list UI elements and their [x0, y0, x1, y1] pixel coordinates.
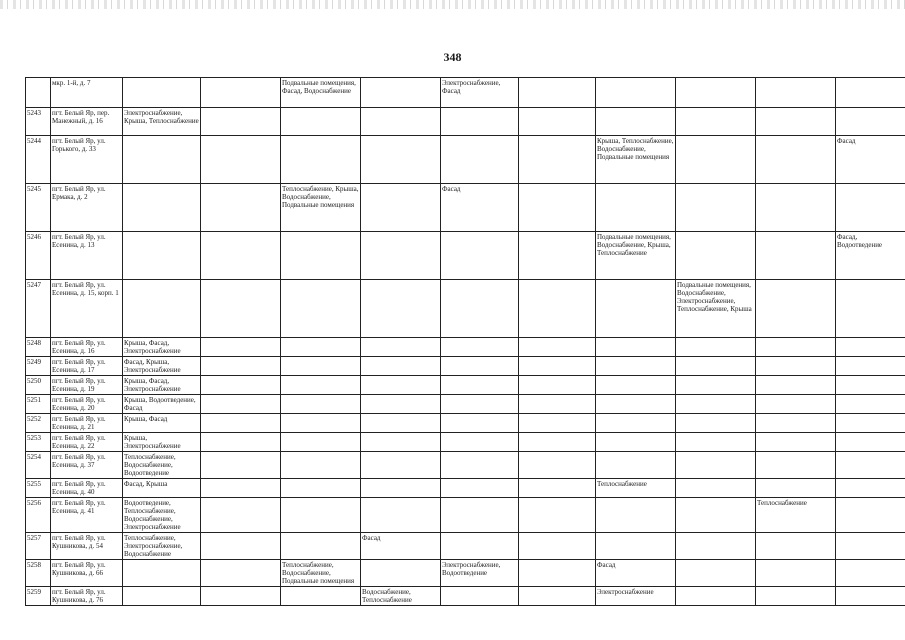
cell-work-types	[441, 452, 519, 479]
cell-work-types: Фасад	[596, 560, 676, 587]
cell-address: пгт. Белый Яр, пер. Манежный, д. 16	[51, 108, 123, 136]
table-row	[26, 280, 905, 338]
cell-work-types	[836, 280, 905, 338]
cell-work-types	[596, 280, 676, 338]
cell-address: пгт. Белый Яр, ул. Кушникова, д. 76	[51, 587, 123, 606]
cell-work-types	[361, 452, 441, 479]
table-row	[26, 338, 905, 357]
cell-work-types	[201, 498, 281, 533]
cell-work-types	[676, 479, 756, 498]
cell-work-types	[676, 395, 756, 414]
cell-work-types	[596, 376, 676, 395]
cell-work-types: Электроснабжение	[596, 587, 676, 606]
cell-work-types	[441, 338, 519, 357]
cell-work-types	[756, 479, 836, 498]
table-row	[26, 184, 905, 232]
table-row	[26, 587, 905, 606]
cell-record-number: 5243	[26, 108, 51, 136]
cell-work-types	[596, 78, 676, 108]
cell-work-types	[596, 533, 676, 560]
cell-work-types	[836, 498, 905, 533]
cell-work-types	[519, 433, 596, 452]
cell-work-types: Фасад	[361, 533, 441, 560]
cell-work-types: Электроснабжение, Водоотведение	[441, 560, 519, 587]
cell-work-types: Теплоснабжение, Электроснабжение, Водоснабжение	[123, 533, 201, 560]
cell-work-types	[361, 108, 441, 136]
cell-work-types	[756, 395, 836, 414]
cell-work-types	[201, 184, 281, 232]
cell-record-number: 5244	[26, 136, 51, 184]
table-row	[26, 376, 905, 395]
cell-record-number: 5253	[26, 433, 51, 452]
cell-work-types: Теплоснабжение	[756, 498, 836, 533]
cell-work-types	[676, 184, 756, 232]
cell-work-types	[281, 452, 361, 479]
cell-work-types	[519, 533, 596, 560]
cell-work-types	[836, 338, 905, 357]
cell-work-types	[281, 136, 361, 184]
cell-work-types: Фасад, Водоотведение	[836, 232, 905, 280]
cell-record-number: 5259	[26, 587, 51, 606]
cell-work-types	[201, 232, 281, 280]
cell-work-types	[123, 280, 201, 338]
cell-record-number: 5258	[26, 560, 51, 587]
cell-work-types	[361, 395, 441, 414]
cell-work-types	[281, 357, 361, 376]
cell-work-types	[201, 560, 281, 587]
cell-work-types	[361, 560, 441, 587]
cell-address: пгт. Белый Яр, ул. Ермака, д. 2	[51, 184, 123, 232]
cell-record-number: 5249	[26, 357, 51, 376]
cell-work-types	[441, 587, 519, 606]
scan-edge-noise	[0, 0, 905, 9]
cell-work-types	[836, 78, 905, 108]
cell-record-number: 5251	[26, 395, 51, 414]
cell-work-types	[441, 357, 519, 376]
cell-work-types	[201, 414, 281, 433]
cell-work-types: Крыша, Фасад, Электроснабжение	[123, 338, 201, 357]
cell-work-types	[201, 338, 281, 357]
cell-work-types	[361, 433, 441, 452]
cell-work-types: Фасад	[836, 136, 905, 184]
cell-work-types	[756, 136, 836, 184]
cell-work-types	[519, 78, 596, 108]
cell-work-types	[201, 357, 281, 376]
cell-work-types	[836, 433, 905, 452]
cell-work-types	[596, 452, 676, 479]
cell-address: пгт. Белый Яр, ул. Есенина, д. 13	[51, 232, 123, 280]
cell-work-types: Теплоснабжение, Крыша, Водоснабжение, Подвальные помещения	[281, 184, 361, 232]
cell-work-types	[519, 136, 596, 184]
cell-work-types	[756, 452, 836, 479]
cell-work-types	[519, 280, 596, 338]
cell-record-number: 5250	[26, 376, 51, 395]
cell-work-types	[676, 560, 756, 587]
cell-work-types	[281, 395, 361, 414]
cell-work-types	[441, 280, 519, 338]
cell-work-types	[836, 414, 905, 433]
table-row	[26, 414, 905, 433]
cell-work-types	[756, 357, 836, 376]
cell-record-number	[26, 78, 51, 108]
cell-work-types	[836, 479, 905, 498]
cell-address: пгт. Белый Яр, ул. Есенина, д. 40	[51, 479, 123, 498]
cell-record-number: 5246	[26, 232, 51, 280]
table-row	[26, 479, 905, 498]
cell-work-types	[519, 452, 596, 479]
cell-work-types	[201, 479, 281, 498]
cell-work-types: Теплоснабжение, Водоснабжение, Подвальные помещения	[281, 560, 361, 587]
cell-work-types	[676, 78, 756, 108]
cell-work-types	[756, 376, 836, 395]
cell-work-types: Электроснабжение, Крыша, Теплоснабжение	[123, 108, 201, 136]
cell-work-types	[281, 433, 361, 452]
cell-work-types	[281, 376, 361, 395]
cell-work-types	[361, 78, 441, 108]
cell-work-types: Водоотведение, Теплоснабжение, Водоснабжение, Электроснабжение	[123, 498, 201, 533]
table-body	[26, 78, 905, 606]
cell-work-types	[201, 433, 281, 452]
cell-work-types	[676, 433, 756, 452]
cell-work-types	[836, 452, 905, 479]
table-row	[26, 136, 905, 184]
cell-work-types	[756, 533, 836, 560]
cell-work-types	[756, 280, 836, 338]
cell-work-types	[836, 376, 905, 395]
cell-address: пгт. Белый Яр, ул. Есенина, д. 21	[51, 414, 123, 433]
cell-work-types	[836, 560, 905, 587]
cell-work-types	[201, 78, 281, 108]
cell-work-types	[676, 136, 756, 184]
cell-work-types	[596, 395, 676, 414]
cell-work-types	[441, 533, 519, 560]
cell-work-types	[123, 560, 201, 587]
table-row	[26, 498, 905, 533]
cell-work-types: Крыша, Электроснабжение	[123, 433, 201, 452]
cell-work-types	[361, 479, 441, 498]
cell-address: пгт. Белый Яр, ул. Есенина, д. 15, корп. 1	[51, 280, 123, 338]
cell-work-types	[596, 338, 676, 357]
table-row	[26, 560, 905, 587]
cell-work-types	[519, 479, 596, 498]
cell-work-types	[596, 108, 676, 136]
cell-work-types	[281, 108, 361, 136]
cell-work-types	[519, 395, 596, 414]
cell-work-types: Фасад, Крыша, Электроснабжение	[123, 357, 201, 376]
cell-work-types	[676, 108, 756, 136]
cell-work-types: Подвальные помещения, Фасад, Водоснабжение	[281, 78, 361, 108]
cell-work-types	[441, 376, 519, 395]
cell-work-types	[123, 184, 201, 232]
cell-work-types: Теплоснабжение, Водоснабжение, Водоотведение	[123, 452, 201, 479]
table-row	[26, 433, 905, 452]
cell-work-types	[676, 452, 756, 479]
cell-address: пгт. Белый Яр, ул. Кушникова, д. 54	[51, 533, 123, 560]
cell-work-types	[519, 184, 596, 232]
cell-work-types	[676, 376, 756, 395]
cell-work-types	[201, 533, 281, 560]
table-row	[26, 357, 905, 376]
cell-work-types	[123, 232, 201, 280]
cell-work-types	[281, 498, 361, 533]
cell-work-types	[756, 414, 836, 433]
cell-address: пгт. Белый Яр, ул. Есенина, д. 20	[51, 395, 123, 414]
table-row	[26, 452, 905, 479]
cell-work-types	[519, 232, 596, 280]
cell-work-types	[836, 184, 905, 232]
cell-work-types: Фасад	[441, 184, 519, 232]
cell-address: пгт. Белый Яр, ул. Кушникова, д. 66	[51, 560, 123, 587]
cell-work-types	[361, 338, 441, 357]
cell-address: пгт. Белый Яр, ул. Горького, д. 33	[51, 136, 123, 184]
cell-work-types: Подвальные помещения, Водоснабжение, Электроснабжение, Теплоснабжение, Крыша	[676, 280, 756, 338]
cell-work-types	[201, 452, 281, 479]
cell-address: пгт. Белый Яр, ул. Есенина, д. 17	[51, 357, 123, 376]
cell-work-types	[596, 357, 676, 376]
cell-record-number: 5247	[26, 280, 51, 338]
cell-work-types	[201, 108, 281, 136]
cell-record-number: 5245	[26, 184, 51, 232]
cell-work-types	[361, 232, 441, 280]
cell-work-types	[519, 376, 596, 395]
cell-work-types	[519, 338, 596, 357]
cell-work-types	[596, 433, 676, 452]
cell-work-types	[836, 395, 905, 414]
cell-work-types	[281, 232, 361, 280]
cell-work-types	[676, 498, 756, 533]
cell-work-types	[281, 338, 361, 357]
cell-work-types	[441, 479, 519, 498]
cell-work-types: Теплоснабжение	[596, 479, 676, 498]
cell-work-types	[201, 376, 281, 395]
cell-work-types	[756, 78, 836, 108]
cell-work-types	[519, 108, 596, 136]
table-row	[26, 232, 905, 280]
cell-work-types: Крыша, Водоотведение, Фасад	[123, 395, 201, 414]
cell-work-types	[836, 108, 905, 136]
repair-schedule-table	[25, 77, 905, 606]
cell-work-types	[676, 587, 756, 606]
cell-work-types: Крыша, Фасад	[123, 414, 201, 433]
cell-work-types	[676, 533, 756, 560]
cell-work-types	[441, 395, 519, 414]
cell-work-types	[281, 414, 361, 433]
cell-record-number: 5255	[26, 479, 51, 498]
cell-work-types	[676, 414, 756, 433]
cell-work-types	[756, 184, 836, 232]
cell-work-types	[123, 136, 201, 184]
cell-work-types	[201, 395, 281, 414]
cell-work-types	[281, 533, 361, 560]
cell-work-types	[201, 587, 281, 606]
cell-work-types	[123, 78, 201, 108]
cell-address: пгт. Белый Яр, ул. Есенина, д. 16	[51, 338, 123, 357]
cell-work-types	[756, 433, 836, 452]
cell-work-types	[361, 414, 441, 433]
cell-work-types	[756, 587, 836, 606]
cell-address: пгт. Белый Яр, ул. Есенина, д. 41	[51, 498, 123, 533]
cell-work-types	[596, 184, 676, 232]
cell-work-types: Крыша, Теплоснабжение, Водоснабжение, Подвальные помещения	[596, 136, 676, 184]
cell-address: пгт. Белый Яр, ул. Есенина, д. 22	[51, 433, 123, 452]
cell-address: мкр. 1-й, д. 7	[51, 78, 123, 108]
cell-work-types	[756, 560, 836, 587]
cell-work-types	[836, 357, 905, 376]
cell-work-types: Фасад, Крыша	[123, 479, 201, 498]
cell-work-types: Крыша, Фасад, Электроснабжение	[123, 376, 201, 395]
cell-work-types	[519, 357, 596, 376]
cell-record-number: 5257	[26, 533, 51, 560]
cell-work-types	[361, 280, 441, 338]
cell-work-types: Электроснабжение, Фасад	[441, 78, 519, 108]
cell-work-types	[519, 587, 596, 606]
cell-work-types	[596, 498, 676, 533]
cell-work-types	[756, 338, 836, 357]
cell-work-types	[676, 357, 756, 376]
cell-work-types	[676, 232, 756, 280]
cell-address: пгт. Белый Яр, ул. Есенина, д. 37	[51, 452, 123, 479]
cell-work-types	[441, 414, 519, 433]
cell-work-types	[201, 280, 281, 338]
cell-work-types	[596, 414, 676, 433]
cell-work-types: Подвальные помещения, Водоснабжение, Крыша, Теплоснабжение	[596, 232, 676, 280]
cell-work-types	[441, 232, 519, 280]
cell-work-types	[519, 498, 596, 533]
cell-work-types	[676, 338, 756, 357]
cell-address: пгт. Белый Яр, ул. Есенина, д. 19	[51, 376, 123, 395]
cell-work-types	[756, 108, 836, 136]
page-number: 348	[443, 50, 462, 64]
cell-record-number: 5248	[26, 338, 51, 357]
table-row	[26, 395, 905, 414]
cell-work-types	[441, 433, 519, 452]
cell-work-types	[519, 414, 596, 433]
cell-work-types	[361, 184, 441, 232]
cell-work-types	[836, 533, 905, 560]
cell-work-types	[281, 280, 361, 338]
cell-work-types	[361, 376, 441, 395]
cell-work-types	[441, 136, 519, 184]
cell-work-types	[441, 108, 519, 136]
cell-work-types	[519, 560, 596, 587]
cell-work-types	[361, 357, 441, 376]
cell-work-types	[441, 498, 519, 533]
cell-record-number: 5256	[26, 498, 51, 533]
cell-work-types	[281, 587, 361, 606]
cell-work-types	[201, 136, 281, 184]
table-row	[26, 533, 905, 560]
cell-work-types	[756, 232, 836, 280]
cell-work-types	[361, 136, 441, 184]
cell-record-number: 5252	[26, 414, 51, 433]
table-row	[26, 78, 905, 108]
cell-record-number: 5254	[26, 452, 51, 479]
table-row	[26, 108, 905, 136]
cell-work-types	[281, 479, 361, 498]
cell-work-types	[836, 587, 905, 606]
cell-work-types: Водоснабжение, Теплоснабжение	[361, 587, 441, 606]
cell-work-types	[361, 498, 441, 533]
cell-work-types	[123, 587, 201, 606]
